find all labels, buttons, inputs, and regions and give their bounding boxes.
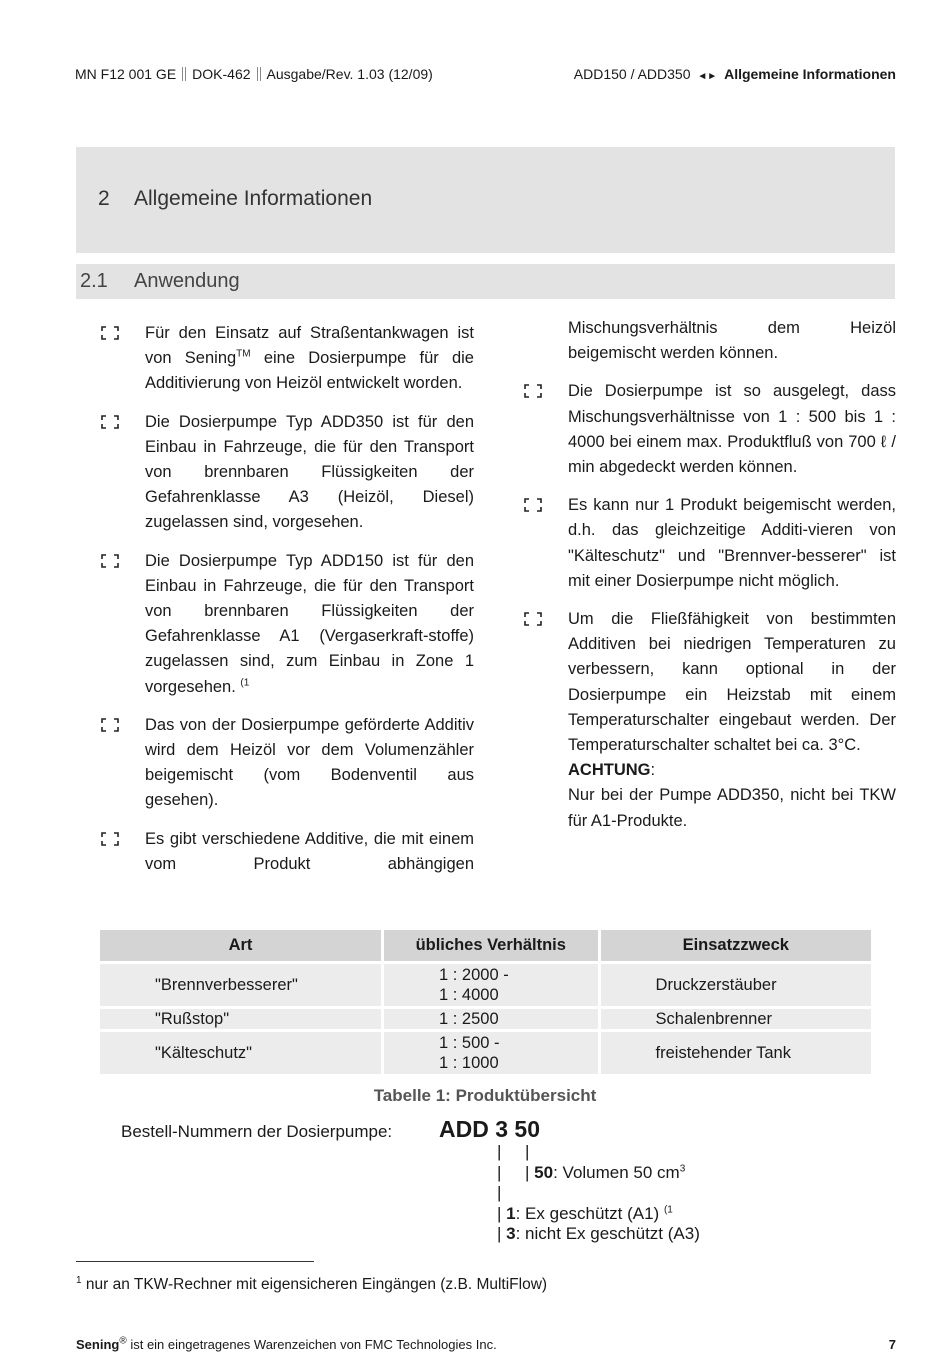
order-code: ADD 3 50 xyxy=(439,1116,540,1142)
table-header-row xyxy=(100,930,871,961)
bracket-bullet-icon xyxy=(100,717,120,733)
header-section: Allgemeine Informationen xyxy=(724,66,896,82)
bracket-bullet-icon xyxy=(523,611,543,627)
column-header: übliches Verhältnis xyxy=(384,930,598,961)
section-heading xyxy=(76,264,895,299)
table-row: "Kälteschutz" 1 : 500 - 1 : 1000 freistehender Tank xyxy=(100,1032,871,1074)
footnote: $^1$ nur an TKW-Rechner mit eigensicheren Eingängen (z.B. MultiFlow) xyxy=(76,1274,548,1293)
section-number: 2.1 xyxy=(80,270,108,292)
doc-id: MN F12 001 GE xyxy=(75,66,177,82)
list-item: Für den Einsatz auf Straßentankwagen ist von Sening™ eine Dosierpumpe für die Additivierung von Heizöl entwickelt worden. xyxy=(100,321,474,397)
table-caption: Tabelle 1: Produktübersicht xyxy=(373,1086,597,1105)
section-title: Anwendung xyxy=(134,270,240,292)
list-item: Die Dosierpumpe Typ ADD350 ist für den Einbau in Fahrzeuge, die für den Transport von brennbaren Flüssigkeiten der Gefahrenklasse A3 (Heizöl, Diesel) zugelassen sind, vorgesehen. xyxy=(100,410,474,536)
footnote-ref: (1 xyxy=(240,677,250,689)
brand-name: Sening xyxy=(76,1337,120,1352)
table-row: "Rußstop" 1 : 2500 Schalenbrenner xyxy=(100,1009,871,1029)
revision: Ausgabe/Rev. 1.03 (12/09) xyxy=(266,66,433,82)
list-item: Um die Fließfähigkeit von bestimmten Additiven bei niedrigen Temperaturen zu verbessern, kann optional in der Dosierpumpe ein Heizstab mit einem Temperaturschalter eingebaut werden. Der Temperaturschalter schaltet bei ca. 3°C. ACHTUNG: Nur bei der Pumpe ADD350, nicht bei TKW für A1-Produkte. xyxy=(523,607,896,834)
order-code-legend: | | | | 50: Volumen 50 $cm^3$ | | 1: Ex geschützt (A1) $^{(1}$ | 3: nicht Ex geschützt (A3) xyxy=(497,1142,700,1244)
separator xyxy=(257,67,261,81)
nav-arrows-icon: ◄► xyxy=(697,71,718,82)
page-header-left xyxy=(75,66,433,82)
column-header: Einsatzzweck xyxy=(601,930,871,961)
chapter-title: Allgemeine Informationen xyxy=(134,187,373,210)
page-header-right xyxy=(574,66,896,82)
product-table xyxy=(97,927,874,1077)
bracket-bullet-icon xyxy=(100,325,120,341)
chapter-heading xyxy=(76,147,895,253)
page-number: 7 xyxy=(888,1337,896,1352)
bracket-bullet-icon xyxy=(100,553,120,569)
footnote-divider xyxy=(76,1261,314,1262)
left-column xyxy=(100,321,474,890)
table-row: "Brennverbesserer" 1 : 2000 - 1 : 4000 Druckzerstäuber xyxy=(100,964,871,1006)
warning-note: ACHTUNG: xyxy=(568,761,656,780)
list-item: Es gibt verschiedene Additive, die mit einem vom Produkt abhängigen xyxy=(100,827,474,877)
order-label: Bestell-Nummern der Dosierpumpe: xyxy=(121,1122,393,1141)
column-header: Art xyxy=(100,930,381,961)
warning-text: Nur bei der Pumpe ADD350, nicht bei TKW für A1-Produkte. xyxy=(568,786,896,830)
list-item: Die Dosierpumpe ist so ausgelegt, dass Mischungsverhältnisse von 1 : 500 bis 1 : 4000 bei einem max. Produktfluß von 700 ℓ / min abgedeckt werden können. xyxy=(523,379,896,480)
right-column xyxy=(523,316,896,847)
dok-number: DOK-462 xyxy=(192,66,251,82)
bracket-bullet-icon xyxy=(523,497,543,513)
bracket-bullet-icon xyxy=(100,831,120,847)
page-footer: Sening® ist ein eingetragenes Warenzeichen von FMC Technologies Inc. xyxy=(76,1335,497,1352)
chapter-number: 2 xyxy=(98,187,110,210)
list-item: Die Dosierpumpe Typ ADD150 ist für den Einbau in Fahrzeuge, die für den Transport von brennbaren Flüssigkeiten der Gefahrenklasse A1 (Vergaserkraft-stoffe) zugelassen sind, zum Einbau in Zone 1 vorgesehen. $^{(1}$ xyxy=(100,549,474,700)
bracket-bullet-icon xyxy=(523,383,543,399)
paragraph-continuation: Mischungsverhältnis dem Heizöl beigemischt werden können. xyxy=(568,319,896,363)
list-item: Das von der Dosierpumpe geförderte Additiv wird dem Heizöl vor dem Volumenzähler beigemischt (vom Bodenventil aus gesehen). xyxy=(100,713,474,814)
product-name: ADD150 / ADD350 xyxy=(573,66,691,82)
separator xyxy=(182,67,186,81)
list-item: Es kann nur 1 Produkt beigemischt werden, d.h. das gleichzeitige Additi-vieren von "Kälteschutz" und "Brennver-besserer" ist mit einer Dosierpumpe nicht möglich. xyxy=(523,493,896,594)
warning-label: ACHTUNG xyxy=(568,761,651,780)
bracket-bullet-icon xyxy=(100,414,120,430)
footnote-ref: (1 xyxy=(663,1204,673,1216)
